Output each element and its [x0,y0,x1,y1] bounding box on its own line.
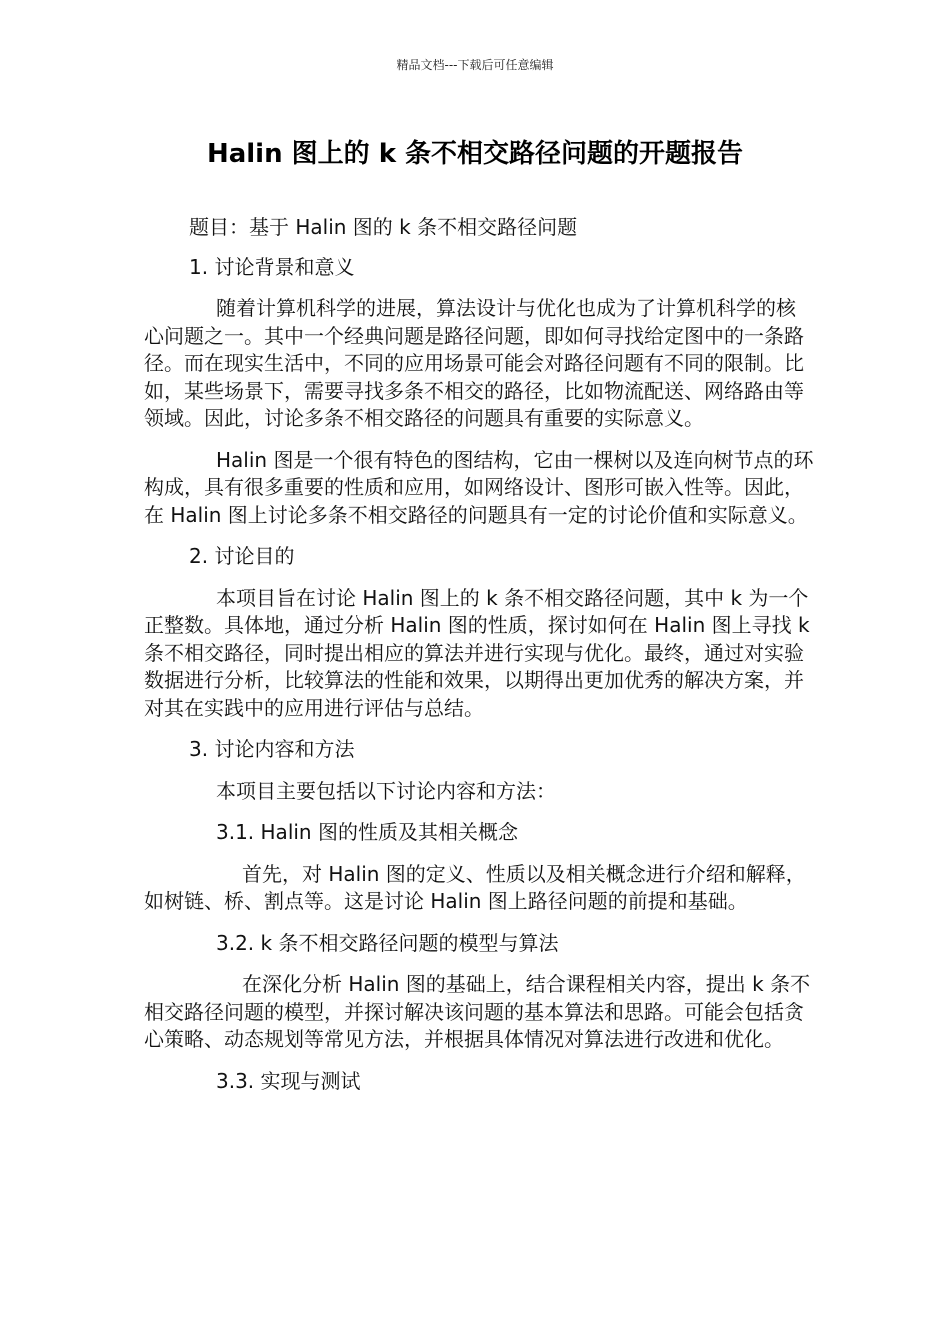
section-1-heading: 1. 讨论背景和意义 [189,254,355,279]
section-1-paragraph-1: 随着计算机科学的进展，算法设计与优化也成为了计算机科学的核心问题之一。其中一个经典问题是路径问题，即如何寻找给定图中的一条路径。而在现实生活中，不同的应用场景可能会对路径问题有不同的限制。比如，某些场景下，需要寻找多条不相交的路径，比如物流配送、网络路由等领域。因此，讨论多条不相交路径的问题具有重要的实际意义。 [144,296,804,430]
section-2-paragraph-1: 本项目旨在讨论 Halin 图上的 k 条不相交路径问题，其中 k 为一个正整数。具体地，通过分析 Halin 图的性质，探讨如何在 Halin 图上寻找 k 条不相交路径，同时提出相应的算法并进行实现与优化。最终，通过对实验数据进行分析，比较算法的性能和效果，以期得出更加优秀的解决方案，并对其在实践中的应用进行评估与总结。 [144,585,810,720]
section-2-heading: 2. 讨论目的 [189,544,295,568]
header-note: 精品文档---下载后可任意编辑 [396,58,554,72]
document-title: Halin 图上的 k 条不相交路径问题的开题报告 [206,139,744,169]
section-3-1-paragraph: 首先，对 Halin 图的定义、性质以及相关概念进行介绍和解释，如树链、桥、割点等。这是讨论 Halin 图上路径问题的前提和基础。 [144,861,806,913]
section-3-3-heading: 3.3. 实现与测试 [216,1068,361,1093]
section-3-intro: 本项目主要包括以下讨论内容和方法： [216,778,556,803]
section-3-2-heading: 3.2. k 条不相交路径问题的模型与算法 [216,930,559,955]
section-1-paragraph-2: Halin 图是一个很有特色的图结构，它由一棵树以及连向树节点的环构成，具有很多重要的性质和应用，如网络设计、图形可嵌入性等。因此，在 Halin 图上讨论多条不相交路径的问题具有一定的讨论价值和实际意义。 [144,447,814,527]
topic-line: 题目：基于 Halin 图的 k 条不相交路径问题 [189,215,578,239]
document-body [144,214,814,1095]
section-3-2-paragraph: 在深化分析 Halin 图的基础上，结合课程相关内容，提出 k 条不相交路径问题的模型，并探讨解决该问题的基本算法和思路。可能会包括贪心策略、动态规划等常见方法，并根据具体情况对算法进行改进和优化。 [144,972,811,1051]
section-3-1-heading: 3.1. Halin 图的性质及其相关概念 [216,820,518,844]
section-3-heading: 3. 讨论内容和方法 [189,737,355,761]
